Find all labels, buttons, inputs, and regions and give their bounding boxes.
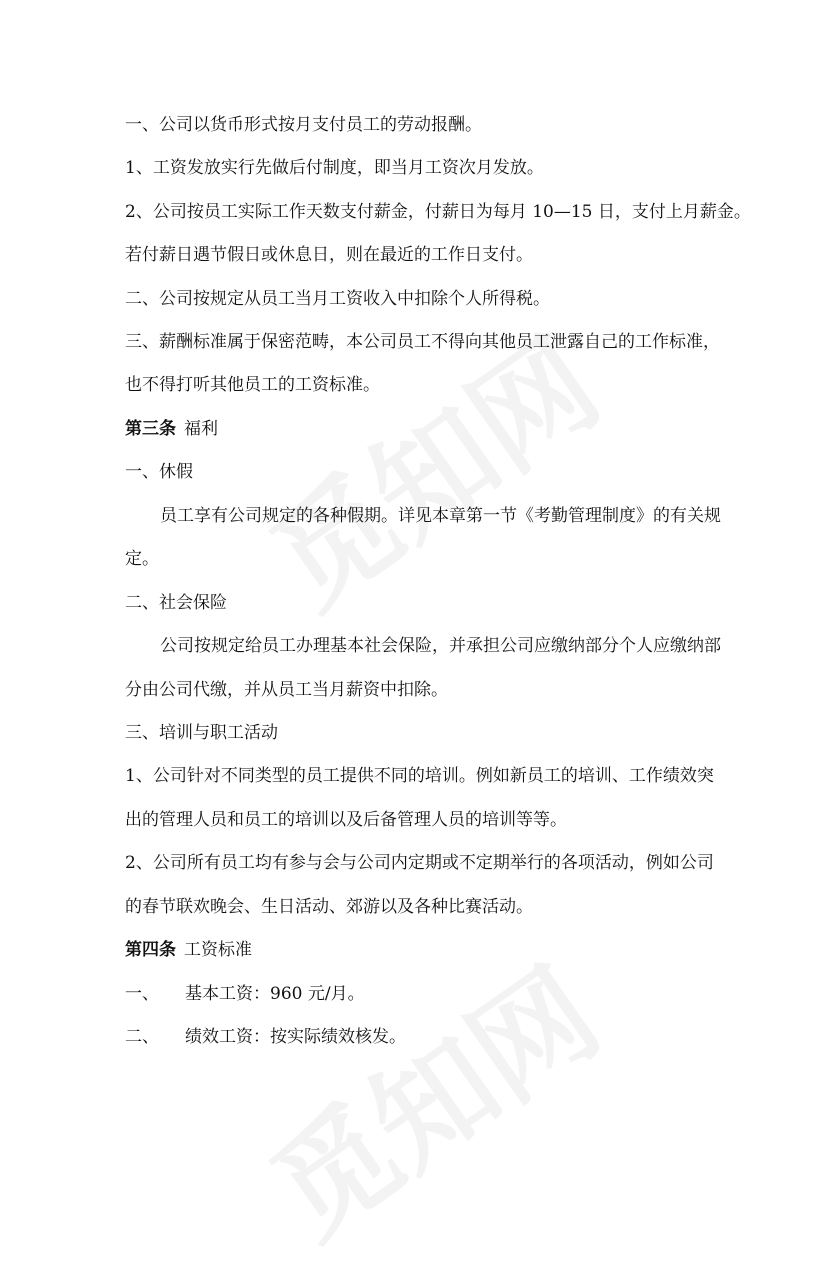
list-item-text: 基本工资：960 元/月。 (185, 984, 365, 1004)
paragraph-line: 1、公司针对不同类型的员工提供不同的培训。例如新员工的培训、工作绩效突 (125, 766, 714, 786)
paragraph-line: 三、薪酬标准属于保密范畴，本公司员工不得向其他员工泄露自己的工作标准， (125, 332, 720, 352)
paragraph-line: 也不得打听其他员工的工资标准。 (125, 375, 380, 395)
article-label: 第三条 (125, 419, 176, 439)
paragraph-line: 员工享有公司规定的各种假期。详见本章第一节《考勤管理制度》的有关规 (160, 506, 721, 526)
paragraph-line: 公司按规定给员工办理基本社会保险，并承担公司应缴纳部分个人应缴纳部 (160, 636, 721, 656)
list-item (125, 1026, 406, 1048)
paragraph-line: 的春节联欢晚会、生日活动、郊游以及各种比赛活动。 (125, 897, 533, 917)
paragraph-line: 分由公司代缴，并从员工当月薪资中扣除。 (125, 680, 448, 700)
subsection-heading: 三、培训与职工活动 (125, 723, 278, 743)
paragraph-line: 一、公司以货币形式按月支付员工的劳动报酬。 (125, 115, 482, 135)
list-item (125, 983, 365, 1005)
paragraph-line: 2、公司所有员工均有参与会与公司内定期或不定期举行的各项活动，例如公司 (125, 853, 714, 873)
paragraph-line: 出的管理人员和员工的培训以及后备管理人员的培训等等。 (125, 810, 567, 830)
list-item-number: 一、 (125, 984, 159, 1004)
article-title: 福利 (184, 419, 218, 439)
paragraph-line: 二、公司按规定从员工当月工资收入中扣除个人所得税。 (125, 289, 550, 309)
paragraph-line: 若付薪日遇节假日或休息日，则在最近的工作日支付。 (125, 245, 533, 265)
section-heading-article-4 (125, 939, 252, 961)
section-heading-article-3 (125, 418, 218, 440)
watermark-bottom (233, 922, 627, 1269)
paragraph-line: 2、公司按员工实际工作天数支付薪金，付薪日为每月 10—15 日，支付上月薪金。 (125, 202, 751, 222)
subsection-heading: 一、休假 (125, 462, 193, 482)
list-item-number: 二、 (125, 1027, 159, 1047)
article-label: 第四条 (125, 940, 176, 960)
list-item-text: 绩效工资：按实际绩效核发。 (185, 1027, 406, 1047)
subsection-heading: 二、社会保险 (125, 593, 227, 613)
paragraph-line: 定。 (125, 549, 159, 569)
article-title: 工资标准 (184, 940, 252, 960)
paragraph-line: 1、工资发放实行先做后付制度，即当月工资次月发放。 (125, 158, 544, 178)
